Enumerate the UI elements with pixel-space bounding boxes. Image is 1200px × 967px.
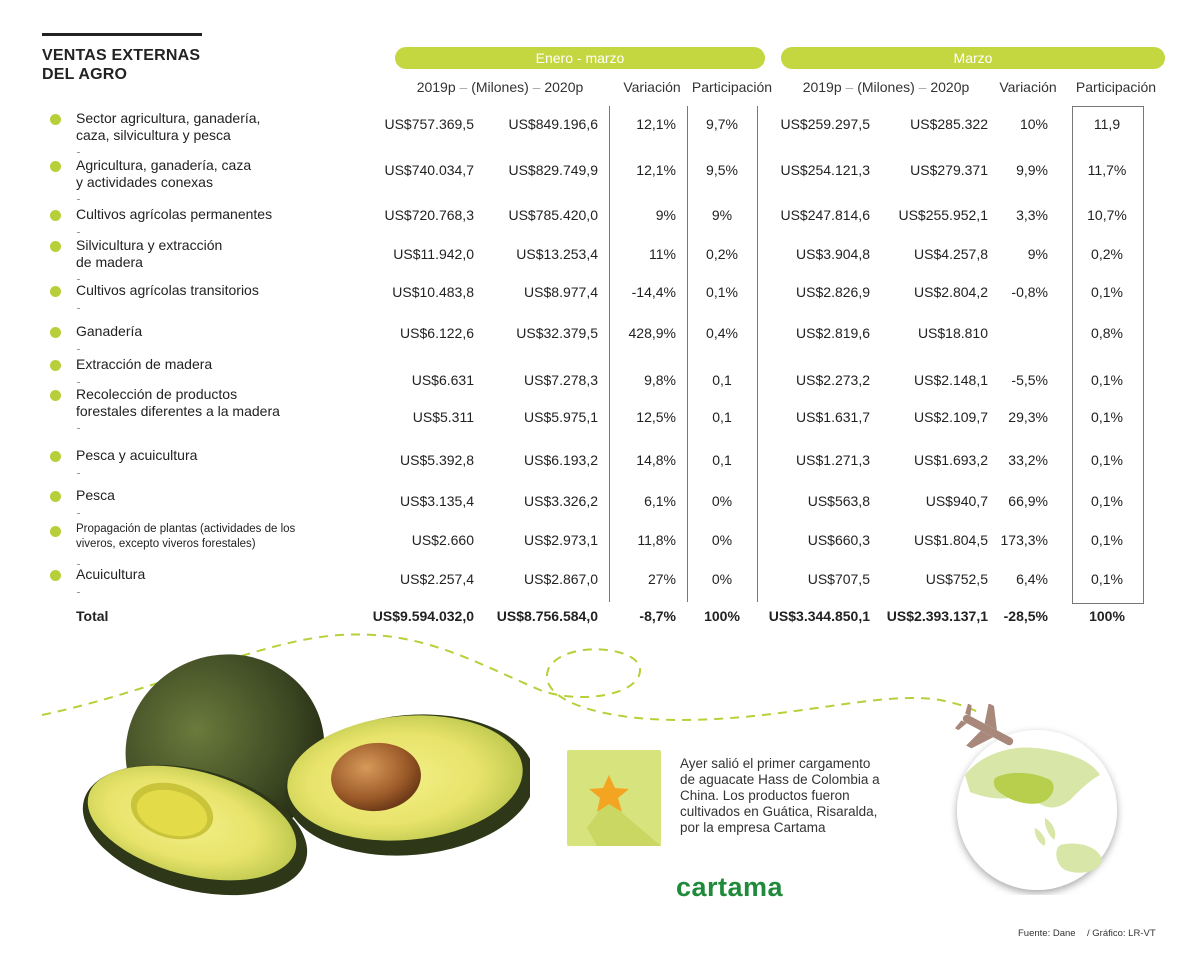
row-label-line: Acuicultura [76, 566, 146, 582]
star-badge [567, 750, 661, 846]
title-line-1: VENTAS EXTERNAS [42, 47, 201, 64]
table-cell: 29,3% [1008, 409, 1048, 425]
group-pill-ene-mar: Enero - marzo [395, 47, 765, 69]
row-label [76, 282, 259, 299]
row-tick [77, 592, 80, 593]
row-bullet [50, 210, 61, 221]
total-cell: 100% [704, 608, 740, 624]
table-cell: 6,4% [1016, 571, 1048, 587]
row-label-line: Sector agricultura, ganadería, [76, 110, 261, 126]
table-cell: US$2.973,1 [524, 532, 598, 548]
table-cell: US$4.257,8 [914, 246, 988, 262]
table-cell: 0,1% [1091, 372, 1123, 388]
row-bullet [50, 241, 61, 252]
table-cell: -14,4% [631, 284, 676, 300]
row-label [76, 566, 145, 583]
row-label-line: Cultivos agrícolas permanentes [76, 206, 273, 222]
table-cell: 11,7% [1087, 162, 1127, 178]
star-icon [567, 750, 661, 846]
table-cell: 0,1% [1091, 532, 1123, 548]
total-cell: US$3.344.850,1 [768, 608, 870, 624]
colhead-2019: 2019p [416, 79, 456, 95]
colhead-right-var: Variación [999, 79, 1057, 95]
table-cell: 0,2% [706, 246, 738, 262]
table-cell: US$2.660 [411, 532, 474, 548]
table-cell: US$6.193,2 [524, 452, 598, 468]
row-label-line: de madera [76, 254, 143, 270]
total-cell: 100% [1089, 608, 1125, 624]
total-cell: -8,7% [639, 608, 676, 624]
table-cell: US$7.278,3 [524, 372, 598, 388]
row-label [76, 356, 212, 373]
plane-icon [952, 704, 1024, 756]
table-cell: 0,4% [706, 325, 738, 341]
col-separator [609, 106, 610, 602]
table-cell: US$1.631,7 [796, 409, 870, 425]
table-cell: 10,7% [1087, 207, 1127, 223]
table-cell: US$757.369,5 [384, 116, 474, 132]
row-label [76, 323, 142, 340]
row-tick [77, 232, 80, 233]
row-label [76, 447, 197, 464]
row-bullet [50, 327, 61, 338]
table-cell: -5,5% [1011, 372, 1048, 388]
colhead-left-years: 2019p – (Milones) – 2020p [416, 79, 584, 95]
total-cell: US$9.594.032,0 [372, 608, 474, 624]
row-label [76, 206, 272, 223]
table-cell: US$785.420,0 [508, 207, 598, 223]
table-cell: 0,2% [1091, 246, 1123, 262]
colhead-left-part: Participación [691, 79, 773, 95]
shipment-note: Ayer salió el primer cargamento de aguacate Hass de Colombia a China. Los productos fueron cultivados en Guática, Risaralda, por la empresa Cartama [680, 756, 880, 835]
table-cell: US$829.749,9 [508, 162, 598, 178]
table-cell: US$2.148,1 [914, 372, 988, 388]
table-cell: 9,5% [706, 162, 738, 178]
table-cell: US$660,3 [807, 532, 870, 548]
colhead-left-var: Variación [623, 79, 681, 95]
table-cell: 0,1% [1091, 452, 1123, 468]
row-label-line: Cultivos agrícolas transitorios [76, 282, 259, 298]
colhead-2020: 2020p [930, 79, 970, 95]
table-cell: 33,2% [1008, 452, 1048, 468]
table-cell: US$740.034,7 [384, 162, 474, 178]
row-tick [77, 199, 80, 200]
row-tick [77, 473, 80, 474]
table-cell: US$2.257,4 [400, 571, 474, 587]
table-cell: 9,8% [644, 372, 676, 388]
table-cell: 173,3% [1000, 532, 1048, 548]
row-tick [77, 564, 80, 565]
row-bullet [50, 114, 61, 125]
table-cell: US$1.271,3 [796, 452, 870, 468]
row-bullet [50, 491, 61, 502]
table-cell: -0,8% [1011, 284, 1048, 300]
table-cell: 0,1% [706, 284, 738, 300]
total-cell: -28,5% [1003, 608, 1048, 624]
row-label [76, 487, 115, 504]
table-cell: US$5.975,1 [524, 409, 598, 425]
table-cell: 27% [647, 571, 676, 587]
table-cell: US$563,8 [807, 493, 870, 509]
table-cell: US$3.135,4 [400, 493, 474, 509]
total-label: Total [76, 608, 109, 624]
table-cell: US$8.977,4 [524, 284, 598, 300]
title-line-2: DEL AGRO [42, 66, 128, 83]
table-cell: US$2.804,2 [914, 284, 988, 300]
row-label [76, 110, 260, 144]
table-cell: US$6.631 [411, 372, 474, 388]
table-cell: 0,1% [1091, 284, 1123, 300]
table-cell: 11% [649, 246, 676, 262]
table-cell: 0,1 [712, 409, 732, 425]
colhead-units: (Milones) [471, 79, 529, 95]
row-bullet [50, 451, 61, 462]
table-cell: US$707,5 [807, 571, 870, 587]
colhead-right-years: 2019p – (Milones) – 2020p [802, 79, 970, 95]
row-label-line: Agricultura, ganadería, caza [76, 157, 252, 173]
table-cell: US$6.122,6 [400, 325, 474, 341]
table-cell: US$2.819,6 [796, 325, 870, 341]
row-label-line: Ganadería [76, 323, 143, 339]
table-cell: US$2.109,7 [914, 409, 988, 425]
table-cell: US$752,5 [925, 571, 988, 587]
table-cell: 0% [711, 493, 733, 509]
group-pill-marzo: Marzo [781, 47, 1165, 69]
row-label [76, 386, 280, 420]
table-cell: US$13.253,4 [516, 246, 598, 262]
row-label-line: Recolección de productos [76, 386, 238, 402]
table-cell: 9% [711, 207, 733, 223]
row-tick [77, 382, 80, 383]
table-cell: 66,9% [1008, 493, 1048, 509]
credit-text: / Gráfico: LR-VT [1087, 928, 1156, 939]
row-label-line: viveros, excepto viveros forestales) [76, 538, 256, 550]
table-cell: US$10.483,8 [392, 284, 474, 300]
table-cell: US$2.867,0 [524, 571, 598, 587]
table-cell: 10% [1019, 116, 1048, 132]
table-cell: US$32.379,5 [516, 325, 598, 341]
table-cell: US$285.322 [910, 116, 988, 132]
colhead-units: (Milones) [857, 79, 915, 95]
row-bullet [50, 526, 61, 537]
table-cell: US$940,7 [925, 493, 988, 509]
table-cell: 11,9 [1093, 116, 1121, 132]
table-cell: 12,1% [636, 116, 676, 132]
table-cell: US$259.297,5 [780, 116, 870, 132]
table-cell: US$5.392,8 [400, 452, 474, 468]
row-bullet [50, 161, 61, 172]
table-cell: 3,3% [1016, 207, 1048, 223]
table-cell: US$247.814,6 [780, 207, 870, 223]
row-label [76, 522, 295, 552]
row-label-line: y actividades conexas [76, 174, 213, 190]
row-tick [77, 308, 80, 309]
page-title [42, 46, 200, 84]
table-cell: US$1.804,5 [914, 532, 988, 548]
row-bullet [50, 360, 61, 371]
row-label [76, 237, 222, 271]
table-cell: 0,1 [712, 372, 732, 388]
table-cell: 0,1% [1091, 571, 1123, 587]
row-label-line: Propagación de plantas (actividades de los [76, 523, 296, 535]
table-cell: US$3.904,8 [796, 246, 870, 262]
table-cell: 11,8% [637, 532, 676, 548]
row-bullet [50, 570, 61, 581]
table-cell: 0,1% [1091, 409, 1123, 425]
table-cell: US$279.371 [910, 162, 988, 178]
row-label-line: forestales diferentes a la madera [76, 403, 280, 419]
table-cell: US$720.768,3 [384, 207, 474, 223]
table-cell: 12,5% [636, 409, 676, 425]
table-cell: 0,1 [712, 452, 732, 468]
table-cell: US$18.810 [917, 325, 988, 341]
row-label-line: Pesca y acuicultura [76, 447, 198, 463]
table-cell: US$5.311 [412, 409, 474, 425]
table-cell: 12,1% [636, 162, 676, 178]
table-cell: 9% [1027, 246, 1048, 262]
row-label-line: Pesca [76, 487, 115, 503]
row-tick [77, 152, 80, 153]
row-label-line: Silvicultura y extracción [76, 237, 223, 253]
title-rule [42, 33, 202, 36]
table-cell: US$11.942,0 [393, 246, 474, 262]
row-label-line: Extracción de madera [76, 356, 213, 372]
row-label [76, 157, 251, 191]
colhead-right-part: Participación [1075, 79, 1157, 95]
table-cell: US$3.326,2 [524, 493, 598, 509]
cartama-logo: cartama [676, 872, 784, 902]
table-cell: 0,1% [1091, 493, 1123, 509]
table-cell: US$2.826,9 [796, 284, 870, 300]
table-cell: 6,1% [644, 493, 676, 509]
table-cell: US$1.693,2 [914, 452, 988, 468]
row-bullet [50, 390, 61, 401]
total-cell: US$2.393.137,1 [886, 608, 988, 624]
table-cell: 0% [711, 532, 733, 548]
total-cell: US$8.756.584,0 [496, 608, 598, 624]
table-cell: 9,7% [706, 116, 738, 132]
row-label-line: caza, silvicultura y pesca [76, 127, 231, 143]
table-cell: US$255.952,1 [898, 207, 988, 223]
table-cell: 14,8% [636, 452, 676, 468]
row-tick [77, 279, 80, 280]
table-cell: 428,9% [628, 325, 676, 341]
avocado-image [80, 645, 530, 905]
colhead-2020: 2020p [544, 79, 584, 95]
table-cell: 9,9% [1016, 162, 1048, 178]
table-cell: 9% [655, 207, 676, 223]
row-tick [77, 428, 80, 429]
participation-box-left [687, 106, 758, 602]
table-cell: US$2.273,2 [796, 372, 870, 388]
row-tick [77, 349, 80, 350]
table-cell: US$849.196,6 [508, 116, 598, 132]
table-cell: 0% [711, 571, 733, 587]
participation-box-right [1072, 106, 1144, 604]
source-text: Fuente: Dane [1018, 928, 1076, 939]
row-bullet [50, 286, 61, 297]
colhead-2019: 2019p [802, 79, 842, 95]
table-cell: 0,8% [1091, 325, 1123, 341]
row-tick [77, 513, 80, 514]
table-cell: US$254.121,3 [780, 162, 870, 178]
